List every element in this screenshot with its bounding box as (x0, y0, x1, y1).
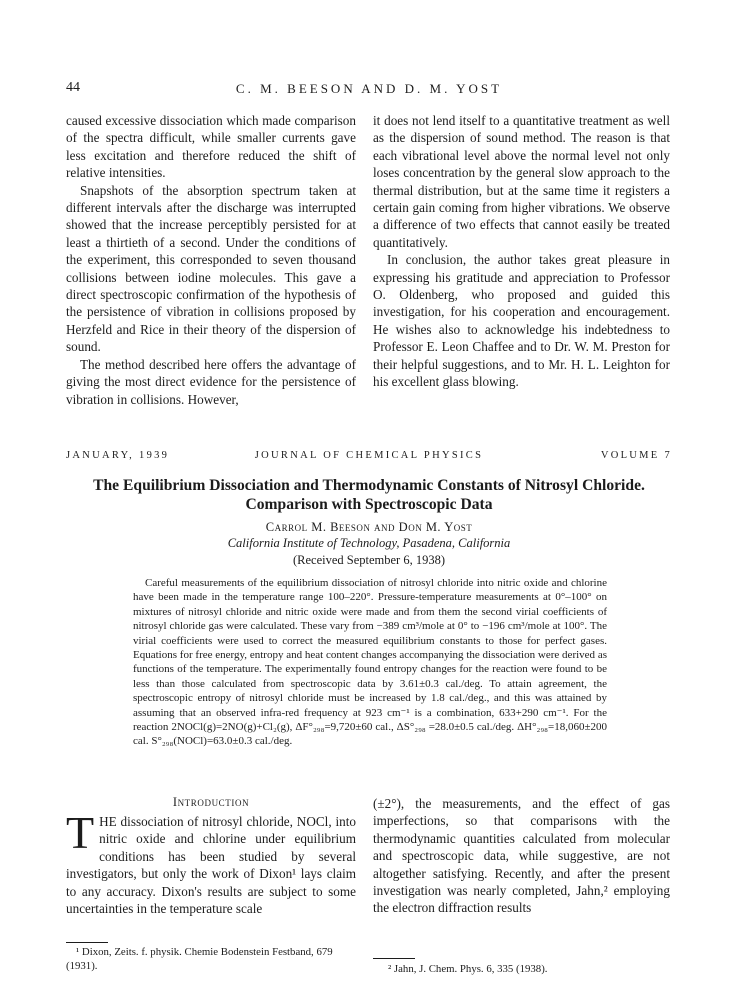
introduction-text: HE dissociation of nitrosyl chloride, NOCl, into nitric oxide and chlorine under equilibrium conditions has been studied by several investigators, but only the work of Dixon¹ lays claim to any accuracy. Dixon's results are subject to some uncertainties in the temperature scale (66, 814, 356, 917)
introduction-right-column (373, 795, 670, 917)
affiliation: California Institute of Technology, Pasadena, California (227, 536, 511, 550)
article-title (66, 476, 672, 514)
received-date: (Received September 6, 1938) (292, 553, 446, 567)
previous-article-left-column (66, 112, 356, 408)
authors: Carrol M. Beeson and Don M. Yost (265, 520, 473, 534)
article-title-line-2: Comparison with Spectroscopic Data (245, 496, 493, 513)
page-number: 44 (66, 80, 80, 95)
journal-name: JOURNAL OF CHEMICAL PHYSICS (254, 450, 484, 461)
abstract: Careful measurements of the equilibrium dissociation of nitrosyl chloride into nitric oxide and chlorine have been made in the temperature range 100–220°. Pressure-temperature measurements at 0°–100° on mixtures of nitrosyl chloride and nitric oxide were made and from them the second virial coefficients of nitrosyl chloride gas were calculated. These vary from −389 cm³/mole at 0° to −196 cm³/mole at 100°. The virial coefficients were used to correct the measured equilibrium constants to those for perfect gases. Equations for free energy, entropy and heat content changes accompanying the dissociation were derived as functions of the temperature. The experimentally found entropy changes for the reaction were found to be less than those calculated from spectroscopic data by 3.61±0.3 cal./deg. To attain agreement, the spectroscopic entropy of nitrosyl chloride must be increased by 1.8 cal./deg., and this was attained by assuming that an observed infra-red frequency at 923 cm⁻¹ is a combination, 633+290 cm⁻¹. For the reaction 2NOCl(g)=2NO(g)+Cl₂(g), ΔF°₂₉₈=9,720±60 cal., ΔS°₂₉₈ =28.0±0.5 cal./deg. ΔH°₂₉₈=18,060±200 cal. S°₂₉₈(NOCl)=63.0±0.3 cal./deg. (133, 577, 607, 748)
running-head (66, 80, 672, 100)
volume-number: VOLUME 7 (600, 450, 672, 461)
section-heading-introduction: Introduction (172, 795, 250, 809)
issue-date: JANUARY, 1939 (66, 450, 170, 461)
article-title-line-1: The Equilibrium Dissociation and Thermodynamic Constants of Nitrosyl Chloride. (93, 477, 645, 494)
introduction-left-column (66, 807, 356, 917)
footnote-rule-right (373, 958, 415, 959)
introduction-text-continued: (±2°), the measurements, and the effect of gas imperfections, so that comparisons with the thermodynamic quantities calculated from molecular and spectroscopic data, while suggestive, are not altogether satisfying. Recently, and after the present investigation was nearly completed, Jahn,² employing the electron diffraction results (373, 796, 670, 916)
paragraph: Snapshots of the absorption spectrum taken at different intervals after the discharge was interrupted showed that the increase perceptibly persisted for at least a thirtieth of a second. Under the conditions of the experiment, this corresponded to seven thousand collisions between iodine molecules. This gave a direct spectroscopic confirmation of the hypothesis of the persistence of vibration in collisions proposed by Herzfeld and Rice in their theory of the dispersion of sound. (66, 182, 356, 355)
paragraph: In conclusion, the author takes great pleasure in expressing his gratitude and appreciation to Professor O. Oldenberg, who proposed and guided this investigation, for his cooperation and encouragement. He wishes also to acknowledge his indebtedness to Professor E. Leon Chaffee and to Dr. W. M. Preston for their helpful suggestions, and to Mr. H. L. Leighton for his excellent glass blowing. (373, 252, 670, 390)
footnote-2: ² Jahn, J. Chem. Phys. 6, 335 (1938). (388, 963, 548, 975)
footnote-1: ¹ Dixon, Zeits. f. physik. Chemie Bodenstein Festband, 679 (1931). (66, 946, 333, 972)
paragraph: The method described here offers the advantage of giving the most direct evidence for the persistence of vibration in collisions. However, (66, 356, 356, 407)
journal-issue-line (66, 450, 672, 466)
footnote-rule-left (66, 942, 108, 943)
drop-cap: T (66, 807, 95, 858)
previous-article-right-column (373, 112, 670, 391)
paragraph: caused excessive dissociation which made comparison of the spectra difficult, while smaller currents gave less excitation and therefore reduced the shift of relative intensities. (66, 113, 356, 181)
running-title: C. M. BEESON AND D. M. YOST (235, 81, 503, 96)
paragraph: it does not lend itself to a quantitative treatment as well as the dispersion of sound method. The reason is that each vibrational level above the normal level not only loses concentration by the general slow approach to the thermal distribution, but at the same time it registers a certain gain coming from higher vibrations. We observe a difference of two effects that cannot easily be treated quantitatively. (373, 113, 670, 250)
introduction-paragraph (66, 807, 356, 917)
